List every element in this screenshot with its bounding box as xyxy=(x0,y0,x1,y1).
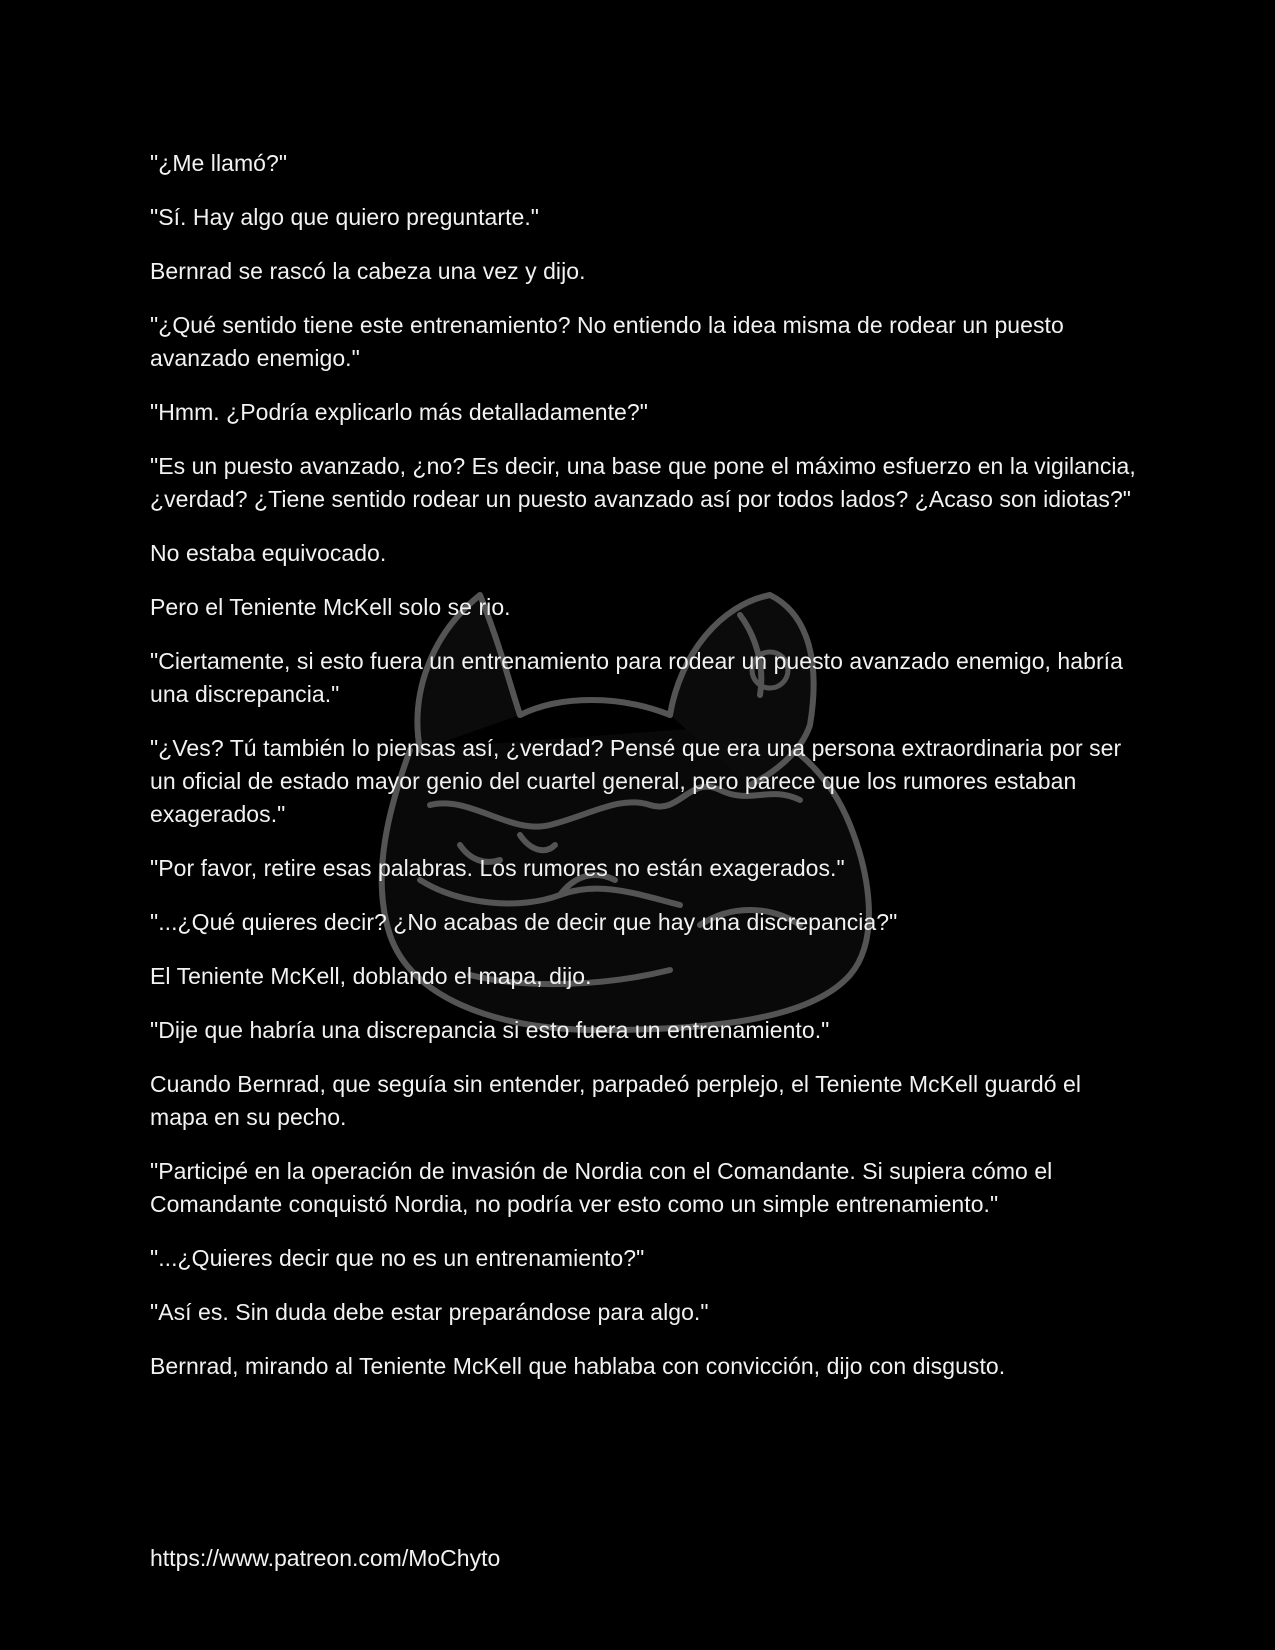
paragraph-7: No estaba equivocado. xyxy=(150,540,387,566)
document-body xyxy=(150,147,1140,1404)
paragraph-6: "Es un puesto avanzado, ¿no? Es decir, una base que pone el máximo esfuerzo en la vigilancia, ¿verdad? ¿Tiene sentido rodear un puesto avanzado así por todos lados? ¿Acaso son idiotas?" xyxy=(150,453,1136,512)
paragraph-16: "Participé en la operación de invasión de Nordia con el Comandante. Si supiera cómo el Comandante conquistó Nordia, no podría ver esto como un simple entrenamiento." xyxy=(150,1158,1053,1217)
paragraph-2: "Sí. Hay algo que quiero preguntarte." xyxy=(150,204,540,230)
paragraph-9: "Ciertamente, si esto fuera un entrenamiento para rodear un puesto avanzado enemigo, habría una discrepancia." xyxy=(150,648,1123,707)
paragraph-18: "Así es. Sin duda debe estar preparándose para algo." xyxy=(150,1299,709,1325)
paragraph-13: El Teniente McKell, doblando el mapa, dijo. xyxy=(150,963,592,989)
paragraph-4: "¿Qué sentido tiene este entrenamiento? No entiendo la idea misma de rodear un puesto avanzado enemigo." xyxy=(150,312,1064,371)
paragraph-11: "Por favor, retire esas palabras. Los rumores no están exagerados." xyxy=(150,855,845,881)
paragraph-8: Pero el Teniente McKell solo se rio. xyxy=(150,594,511,620)
paragraph-15: Cuando Bernrad, que seguía sin entender, parpadeó perplejo, el Teniente McKell guardó el mapa en su pecho. xyxy=(150,1071,1082,1130)
patreon-link[interactable]: https://www.patreon.com/MoChyto xyxy=(150,1545,501,1571)
paragraph-12: "...¿Qué quieres decir? ¿No acabas de decir que hay una discrepancia?" xyxy=(150,909,898,935)
paragraph-17: "...¿Quieres decir que no es un entrenamiento?" xyxy=(150,1245,645,1271)
paragraph-10: "¿Ves? Tú también lo piensas así, ¿verdad? Pensé que era una persona extraordinaria por ser un oficial de estado mayor genio del cuartel general, pero parece que los rumores estaban exagerados." xyxy=(150,735,1122,827)
paragraph-14: "Dije que habría una discrepancia si esto fuera un entrenamiento." xyxy=(150,1017,830,1043)
paragraph-3: Bernrad se rascó la cabeza una vez y dijo. xyxy=(150,258,586,284)
paragraph-19: Bernrad, mirando al Teniente McKell que hablaba con convicción, dijo con disgusto. xyxy=(150,1353,1006,1379)
paragraph-1: "¿Me llamó?" xyxy=(150,150,288,176)
paragraph-5: "Hmm. ¿Podría explicarlo más detalladamente?" xyxy=(150,399,648,425)
